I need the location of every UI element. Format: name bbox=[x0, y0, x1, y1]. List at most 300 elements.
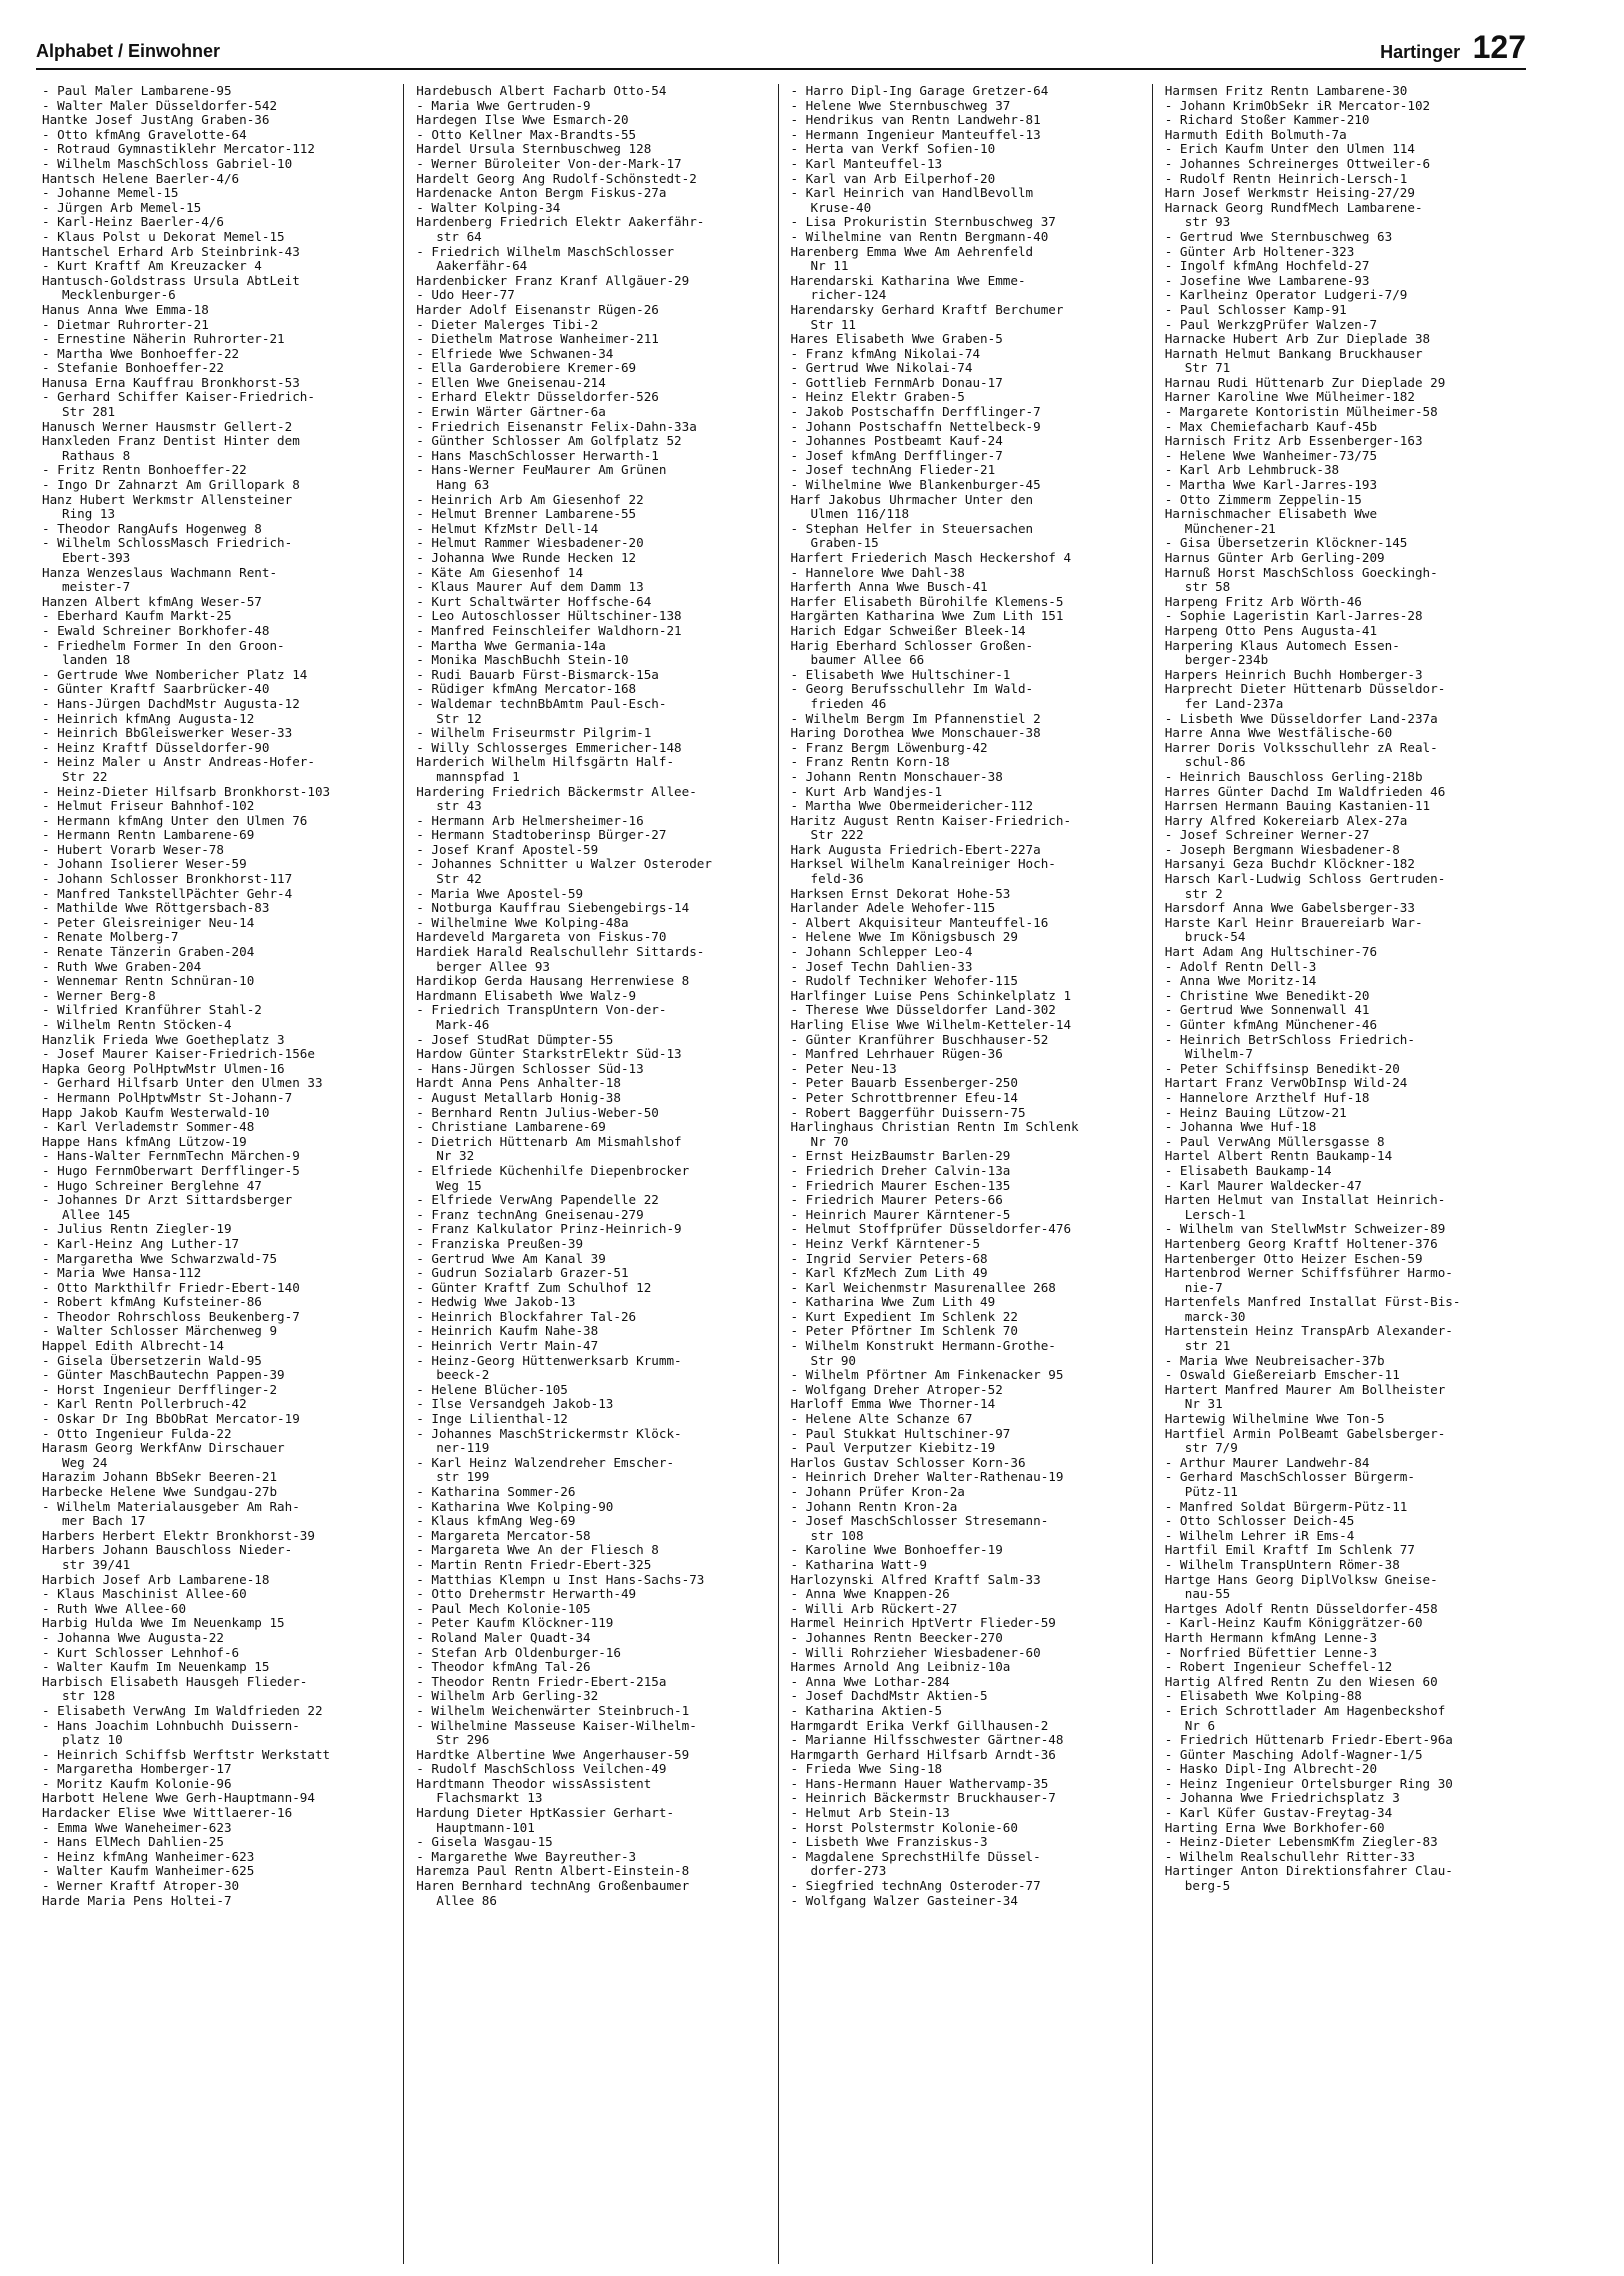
directory-entry: - Willi Arb Rückert-27 bbox=[790, 1601, 958, 1616]
directory-entry: - Sophie Lageristin Karl-Jarres-28 bbox=[1164, 609, 1423, 624]
directory-entry: Harth Hermann kfmAng Lenne-3 bbox=[1164, 1630, 1378, 1645]
directory-entry: - Arthur Maurer Landwehr-84 bbox=[1164, 1455, 1370, 1470]
directory-entry: Harste Karl Heinr Brauereiarb War- bbox=[1164, 915, 1423, 930]
directory-entry: - Katharina Sommer-26 bbox=[416, 1485, 576, 1499]
page-number: 127 bbox=[1472, 29, 1526, 65]
directory-entry: platz 10 bbox=[62, 1733, 123, 1748]
directory-entry: Hardelt Georg Ang Rudolf-Schönstedt-2 bbox=[416, 171, 697, 186]
directory-entry: - Ernst HeizBaumstr Barlen-29 bbox=[790, 1149, 1011, 1164]
directory-entry: Happe Hans kfmAng Lützow-19 bbox=[42, 1134, 247, 1149]
directory-entry: - Johann Rentn Kron-2a bbox=[790, 1499, 958, 1514]
directory-entry: - Wilhelm SchlossMasch Friedrich- bbox=[42, 536, 293, 551]
directory-entry: berg-5 bbox=[1184, 1879, 1231, 1894]
directory-entry: - Erwin Wärter Gärtner-6a bbox=[416, 405, 606, 420]
directory-entry: - Johannes Schnitter u Walzer Osteroder bbox=[416, 857, 712, 872]
directory-entry: Ulmen 116/118 bbox=[810, 507, 910, 522]
directory-entry: - Katharina Wwe Zum Lith 49 bbox=[790, 1295, 996, 1310]
directory-entry: Hardt Anna Pens Anhalter-18 bbox=[416, 1076, 621, 1091]
directory-entry: - Christiane Lambarene-69 bbox=[416, 1120, 606, 1135]
directory-entry: - Helene Wwe Sternbuschweg 37 bbox=[790, 98, 1011, 113]
directory-entry: Harde Maria Pens Holtei-7 bbox=[42, 1893, 232, 1908]
directory-entry: str 39/41 bbox=[62, 1557, 131, 1572]
directory-entry: - Friedrich Eisenanstr Felix-Dahn-33a bbox=[416, 419, 697, 434]
directory-entry: Hardow Günter StarkstrElektr Süd-13 bbox=[416, 1047, 682, 1062]
directory-entry: - Max Chemiefacharb Kauf-45b bbox=[1164, 419, 1378, 434]
directory-entry: meister-7 bbox=[62, 580, 131, 595]
directory-entry: - Johanne Memel-15 bbox=[42, 186, 179, 201]
directory-entry: - Heinz Elektr Graben-5 bbox=[790, 390, 965, 405]
directory-entry: - Horst Polstermstr Kolonie-60 bbox=[790, 1820, 1018, 1835]
directory-entry: - Lisbeth Wwe Düsseldorfer Land-237a bbox=[1164, 711, 1438, 726]
directory-entry: Harderich Wilhelm Hilfsgärtn Half- bbox=[416, 755, 675, 770]
directory-entry: Pütz-11 bbox=[1184, 1485, 1238, 1499]
directory-entry: - Johannes MaschStrickermstr Klöck- bbox=[416, 1426, 682, 1441]
directory-entry: - Werner Kraftf Atroper-30 bbox=[42, 1879, 240, 1894]
directory-entry: - Klaus Maschinist Allee-60 bbox=[42, 1587, 247, 1602]
directory-entry: Harbecke Helene Wwe Sundgau-27b bbox=[42, 1485, 278, 1499]
directory-entry: - Hermann PolHptwMstr St-Johann-7 bbox=[42, 1090, 293, 1105]
directory-entry: - Gerhard Schiffer Kaiser-Friedrich- bbox=[42, 390, 315, 405]
directory-entry: Str 71 bbox=[1184, 361, 1231, 376]
directory-entry: str 199 bbox=[436, 1470, 490, 1485]
directory-entry: - Günter kfmAng Münchener-46 bbox=[1164, 1018, 1378, 1032]
directory-entry: Hantsch Helene Baerler-4/6 bbox=[42, 171, 240, 186]
directory-entry: - Johannes Dr Arzt Sittardsberger bbox=[42, 1193, 293, 1208]
directory-entry: - Hermann Ingenieur Manteuffel-13 bbox=[790, 127, 1041, 142]
directory-entry: Harn Josef Werkmstr Heising-27/29 bbox=[1164, 186, 1415, 201]
directory-entry: - Wolfgang Walzer Gasteiner-34 bbox=[790, 1893, 1018, 1908]
directory-entry: - Manfred TankstellPächter Gehr-4 bbox=[42, 886, 293, 901]
directory-entry: Harig Eberhard Schlosser Großen- bbox=[790, 638, 1034, 653]
directory-entry: Weg 15 bbox=[436, 1178, 482, 1193]
directory-entry: Harpering Klaus Automech Essen- bbox=[1164, 638, 1400, 653]
directory-entry: - Margaretha Homberger-17 bbox=[42, 1762, 232, 1777]
directory-entry: - Otto Markthilfr Friedr-Ebert-140 bbox=[42, 1280, 300, 1295]
directory-entry: - Peter Pförtner Im Schlenk 70 bbox=[790, 1324, 1018, 1339]
directory-entry: - Heinrich Schiffsb Werftstr Werkstatt bbox=[42, 1747, 331, 1762]
directory-entry: Str 22 bbox=[62, 769, 108, 784]
directory-entry: - Hendrikus van Rentn Landwehr-81 bbox=[790, 113, 1041, 128]
directory-entry: - Anna Wwe Moritz-14 bbox=[1164, 974, 1317, 989]
directory-entry: Hartfiel Armin PolBeamt Gabelsberger- bbox=[1164, 1426, 1446, 1441]
directory-entry: - Heinrich Blockfahrer Tal-26 bbox=[416, 1309, 637, 1324]
directory-entry: - Karl Verlademstr Sommer-48 bbox=[42, 1120, 255, 1135]
directory-entry: Hardel Ursula Sternbuschweg 128 bbox=[416, 142, 652, 157]
directory-entry: - Katharina Wwe Kolping-90 bbox=[416, 1499, 614, 1514]
directory-entry: Hardenacke Anton Bergm Fiskus-27a bbox=[416, 186, 667, 201]
directory-entry: Harnuß Horst MaschSchloss Goeckingh- bbox=[1164, 565, 1438, 580]
directory-entry: - Franz Rentn Korn-18 bbox=[790, 755, 950, 770]
directory-entry: - Oskar Dr Ing BbObRat Mercator-19 bbox=[42, 1412, 300, 1427]
directory-entry: - Heinrich Dreher Walter-Rathenau-19 bbox=[790, 1470, 1064, 1485]
directory-entry: Harksen Ernst Dekorat Hohe-53 bbox=[790, 886, 1011, 901]
directory-entry: Hardung Dieter HptKassier Gerhart- bbox=[416, 1806, 675, 1821]
directory-entry: Hantschel Erhard Arb Steinbrink-43 bbox=[42, 244, 300, 259]
directory-entry: - Friedrich TranspUntern Von-der- bbox=[416, 1003, 667, 1018]
directory-entry: - Rudolf Rentn Heinrich-Lersch-1 bbox=[1164, 171, 1408, 186]
directory-entry: - Adolf Rentn Dell-3 bbox=[1164, 959, 1317, 974]
directory-entry: - Heinrich Bauschloss Gerling-218b bbox=[1164, 769, 1423, 784]
directory-entry: - Elfriede Wwe Schwanen-34 bbox=[416, 346, 614, 361]
directory-entry: - Martha Wwe Bonhoeffer-22 bbox=[42, 346, 240, 361]
directory-entry: - Oswald Gießereiarb Emscher-11 bbox=[1164, 1368, 1400, 1383]
directory-entry: Hares Elisabeth Wwe Graben-5 bbox=[790, 332, 1003, 347]
directory-entry: - Karl-Heinz Baerler-4/6 bbox=[42, 215, 224, 230]
directory-entry: - Helmut KfzMstr Dell-14 bbox=[416, 521, 599, 536]
directory-entry: baumer Allee 66 bbox=[810, 653, 925, 668]
directory-entry: - Ingrid Servier Peters-68 bbox=[790, 1251, 988, 1266]
directory-entry: str 128 bbox=[62, 1689, 116, 1704]
directory-entry: Allee 145 bbox=[62, 1207, 131, 1222]
directory-entry: - Theodor RangAufs Hogenweg 8 bbox=[42, 521, 262, 536]
directory-entry: - Katharina Aktien-5 bbox=[790, 1703, 943, 1718]
directory-entry: - Stefanie Bonhoeffer-22 bbox=[42, 361, 224, 376]
directory-entry: Harf Jakobus Uhrmacher Unter den bbox=[790, 492, 1034, 507]
directory-entry: Str 42 bbox=[436, 872, 482, 887]
directory-entry: - Heinrich Bäckermstr Bruckhauser-7 bbox=[790, 1791, 1056, 1806]
directory-entry: - Heinz kfmAng Wanheimer-623 bbox=[42, 1849, 255, 1864]
directory-entry: - Rüdiger kfmAng Mercator-168 bbox=[416, 682, 637, 697]
directory-entry: - Margareta Mercator-58 bbox=[416, 1528, 591, 1543]
directory-entry: Münchener-21 bbox=[1184, 521, 1276, 536]
directory-entry: Str 90 bbox=[810, 1353, 856, 1368]
directory-entry: - Gertrude Wwe Nombericher Platz 14 bbox=[42, 667, 308, 682]
directory-entry: mer Bach 17 bbox=[62, 1514, 146, 1529]
page-header-right bbox=[1380, 29, 1526, 66]
directory-entry: berger-234b bbox=[1184, 653, 1269, 668]
directory-entry: - Paul VerwAng Müllersgasse 8 bbox=[1164, 1134, 1385, 1149]
header-keyword: Hartinger bbox=[1380, 42, 1461, 62]
directory-entry: - Jürgen Arb Memel-15 bbox=[42, 200, 202, 215]
directory-entry: - Karl Maurer Waldecker-47 bbox=[1164, 1178, 1362, 1193]
directory-entry: - Karl KfzMech Zum Lith 49 bbox=[790, 1266, 988, 1281]
directory-entry: Ebert-393 bbox=[62, 551, 131, 565]
directory-entry: - Anna Wwe Lothar-284 bbox=[790, 1674, 950, 1689]
directory-entry: Hanz Hubert Werkmstr Allensteiner bbox=[42, 492, 293, 507]
directory-entry: str 21 bbox=[1184, 1339, 1231, 1354]
directory-entry: Haremza Paul Rentn Albert-Einstein-8 bbox=[416, 1864, 690, 1879]
directory-entry: Hartges Adolf Rentn Düsseldorfer-458 bbox=[1164, 1601, 1438, 1616]
directory-entry: - Karlheinz Operator Ludgeri-7/9 bbox=[1164, 288, 1408, 303]
directory-entry: Hardacker Elise Wwe Wittlaerer-16 bbox=[42, 1806, 293, 1821]
directory-entry: - Karl Rentn Pollerbruch-42 bbox=[42, 1397, 247, 1412]
directory-entry: - Wilhelm Arb Gerling-32 bbox=[416, 1689, 599, 1704]
directory-entry: Harnau Rudi Hüttenarb Zur Dieplade 29 bbox=[1164, 375, 1446, 390]
directory-entry: - Hannelore Arzthelf Huf-18 bbox=[1164, 1090, 1370, 1105]
directory-entry: - Frieda Wwe Sing-18 bbox=[790, 1762, 943, 1777]
directory-entry: Harfer Elisabeth Bürohilfe Klemens-5 bbox=[790, 594, 1064, 609]
directory-entry: - Franz Kalkulator Prinz-Heinrich-9 bbox=[416, 1222, 682, 1237]
directory-entry: - Otto Drehermstr Herwarth-49 bbox=[416, 1587, 637, 1602]
directory-entry: - Harro Dipl-Ing Garage Gretzer-64 bbox=[790, 84, 1049, 98]
directory-entry: - Josef Schreiner Werner-27 bbox=[1164, 828, 1370, 843]
directory-entry: - Elisabeth Wwe Kolping-88 bbox=[1164, 1689, 1362, 1704]
directory-entry: - Hermann Stadtoberinsp Bürger-27 bbox=[416, 828, 667, 843]
directory-entry: - Jakob Postschaffn Derfflinger-7 bbox=[790, 405, 1041, 420]
column-4 bbox=[1159, 84, 1526, 2264]
directory-entry: - Lisa Prokuristin Sternbuschweg 37 bbox=[790, 215, 1056, 230]
directory-entry: Harendarsky Gerhard Kraftf Berchumer bbox=[790, 302, 1064, 317]
directory-entry: - Karl Heinrich van HandlBevollm bbox=[790, 186, 1034, 201]
directory-entry: Harasm Georg WerkfAnw Dirschauer bbox=[42, 1441, 285, 1456]
directory-entry: - Johannes Schreinerges Ottweiler-6 bbox=[1164, 156, 1431, 171]
directory-entry: Harnath Helmut Bankang Bruckhauser bbox=[1164, 346, 1423, 361]
directory-entry: - Ernestine Näherin Ruhrorter-21 bbox=[42, 332, 285, 347]
directory-entry: Harich Edgar Schweißer Bleek-14 bbox=[790, 623, 1026, 638]
directory-entry: Hanzlik Frieda Wwe Goetheplatz 3 bbox=[42, 1032, 285, 1047]
directory-entry: Kruse-40 bbox=[810, 200, 872, 215]
directory-entry: Hartert Manfred Maurer Am Bollheister bbox=[1164, 1382, 1446, 1397]
directory-entry: - Robert kfmAng Kufsteiner-86 bbox=[42, 1295, 262, 1310]
directory-entry: - Manfred Soldat Bürgerm-Pütz-11 bbox=[1164, 1499, 1408, 1514]
directory-entry: - Franziska Preußen-39 bbox=[416, 1236, 584, 1251]
directory-entry: Harnischmacher Elisabeth Wwe bbox=[1164, 507, 1378, 522]
directory-entry: Str 281 bbox=[62, 405, 116, 420]
section-title: Alphabet / Einwohner bbox=[36, 41, 221, 61]
directory-entry: Hapka Georg PolHptwMstr Ulmen-16 bbox=[42, 1061, 285, 1076]
directory-entry: - Josef Kranf Apostel-59 bbox=[416, 842, 599, 857]
directory-entry: - Peter Neu-13 bbox=[790, 1061, 897, 1076]
directory-entry: mannspfad 1 bbox=[436, 769, 520, 784]
directory-entry: - Johann Rentn Monschauer-38 bbox=[790, 769, 1003, 784]
directory-entry: - Wilhelm Lehrer iR Ems-4 bbox=[1164, 1528, 1355, 1543]
directory-entry: - Friedrich Maurer Eschen-135 bbox=[790, 1178, 1011, 1193]
directory-entry: Hanxleden Franz Dentist Hinter dem bbox=[42, 434, 300, 449]
directory-entry: Harmes Arnold Ang Leibniz-10a bbox=[790, 1660, 1011, 1675]
directory-entry: - Peter Bauarb Essenberger-250 bbox=[790, 1076, 1018, 1091]
directory-entry: Hantke Josef JustAng Graben-36 bbox=[42, 113, 270, 128]
directory-entry: - Hermann Arb Helmersheimer-16 bbox=[416, 813, 644, 828]
directory-entry: - Klaus Polst u Dekorat Memel-15 bbox=[42, 229, 285, 244]
directory-entry: - Hasko Dipl-Ing Albrecht-20 bbox=[1164, 1762, 1378, 1777]
directory-entry: - Wilhelmine Masseuse Kaiser-Wilhelm- bbox=[416, 1718, 697, 1733]
directory-entry: Hang 63 bbox=[436, 478, 490, 493]
directory-entry: - Hannelore Wwe Dahl-38 bbox=[790, 565, 965, 580]
directory-entry: - Elisabeth Wwe Hultschiner-1 bbox=[790, 667, 1011, 682]
directory-entry: - Johann Prüfer Kron-2a bbox=[790, 1485, 965, 1499]
directory-entry: - Maria Wwe Apostel-59 bbox=[416, 886, 584, 901]
directory-entry: - Rotraud Gymnastiklehr Mercator-112 bbox=[42, 142, 315, 157]
directory-entry: - Dietmar Ruhrorter-21 bbox=[42, 317, 209, 332]
directory-entry: - Waldemar technBbAmtm Paul-Esch- bbox=[416, 696, 667, 711]
directory-entry: - Helmut Arb Stein-13 bbox=[790, 1806, 950, 1821]
directory-entry: fer Land-237a bbox=[1184, 696, 1284, 711]
directory-entry: richer-124 bbox=[810, 288, 887, 303]
directory-entry: - Hans-Walter FernmTechn Märchen-9 bbox=[42, 1149, 300, 1164]
directory-entry: beeck-2 bbox=[436, 1368, 490, 1383]
directory-entry: - Rudolf MaschSchloss Veilchen-49 bbox=[416, 1762, 667, 1777]
directory-entry: - Georg Berufsschullehr Im Wald- bbox=[790, 682, 1034, 697]
directory-entry: Harferth Anna Wwe Busch-41 bbox=[790, 580, 988, 595]
directory-entry: - Maria Wwe Gertruden-9 bbox=[416, 98, 591, 113]
directory-entry: Hark Augusta Friedrich-Ebert-227a bbox=[790, 842, 1041, 857]
directory-entry: - Inge Lilienthal-12 bbox=[416, 1412, 568, 1427]
directory-entry: Happel Edith Albrecht-14 bbox=[42, 1339, 224, 1354]
directory-entry: Wilhelm-7 bbox=[1184, 1047, 1253, 1062]
directory-entry: - Horst Ingenieur Derfflinger-2 bbox=[42, 1382, 278, 1397]
directory-entry: - Friedrich Wilhelm MaschSchlosser bbox=[416, 244, 675, 259]
directory-entry: - Gisela Übersetzerin Wald-95 bbox=[42, 1353, 262, 1368]
directory-entry: Graben-15 bbox=[810, 536, 879, 551]
directory-entry: - Johann Schlosser Bronkhorst-117 bbox=[42, 872, 293, 887]
directory-entry: Harlfinger Luise Pens Schinkelplatz 1 bbox=[790, 988, 1072, 1003]
directory-entry: Hauptmann-101 bbox=[436, 1820, 535, 1835]
directory-entry: - Wilhelm Weichenwärter Steinbruch-1 bbox=[416, 1703, 690, 1718]
directory-entry: - Ellen Wwe Gneisenau-214 bbox=[416, 375, 606, 390]
directory-entry: - Heinz Ingenieur Ortelsburger Ring 30 bbox=[1164, 1776, 1453, 1791]
directory-entry: - Margarethe Wwe Bayreuther-3 bbox=[416, 1849, 637, 1864]
directory-entry: - Franz Bergm Löwenburg-42 bbox=[790, 740, 988, 755]
directory-entry: - Otto Schlosser Deich-45 bbox=[1164, 1514, 1355, 1529]
directory-entry: Nr 11 bbox=[810, 259, 849, 274]
directory-entry: Hartenberg Georg Kraftf Holtener-376 bbox=[1164, 1236, 1438, 1251]
directory-entry: Harling Elise Wwe Wilhelm-Ketteler-14 bbox=[790, 1018, 1072, 1032]
directory-entry: - Hans MaschSchlosser Herwarth-1 bbox=[416, 448, 659, 463]
directory-entry: - Robert Ingenieur Scheffel-12 bbox=[1164, 1660, 1393, 1675]
directory-entry: - Erich Kaufm Unter den Ulmen 114 bbox=[1164, 142, 1415, 157]
directory-entry: Str 11 bbox=[810, 317, 856, 332]
directory-entry: Happ Jakob Kaufm Westerwald-10 bbox=[42, 1105, 270, 1120]
directory-entry: - Hans-Werner FeuMaurer Am Grünen bbox=[416, 463, 667, 478]
directory-entry: Hardegen Ilse Wwe Esmarch-20 bbox=[416, 113, 629, 128]
directory-entry: - Kurt Schlosser Lehnhof-6 bbox=[42, 1645, 240, 1660]
directory-entry: Harlozynski Alfred Kraftf Salm-33 bbox=[790, 1572, 1041, 1587]
directory-entry: Harlinghaus Christian Rentn Im Schlenk bbox=[790, 1120, 1079, 1135]
directory-entry: - Heinrich Arb Am Giesenhof 22 bbox=[416, 492, 644, 507]
directory-entry: Hardenbicker Franz Kranf Allgäuer-29 bbox=[416, 273, 690, 288]
directory-entry: - Rudi Bauarb Fürst-Bismarck-15a bbox=[416, 667, 659, 682]
directory-entry: - Anna Wwe Knappen-26 bbox=[790, 1587, 950, 1602]
directory-entry: - Johannes Postbeamt Kauf-24 bbox=[790, 434, 1003, 449]
directory-entry: - Johann KrimObSekr iR Mercator-102 bbox=[1164, 98, 1431, 113]
directory-entry: - Peter Schrottbrenner Efeu-14 bbox=[790, 1090, 1018, 1105]
directory-entry: - Albert Akquisiteur Manteuffel-16 bbox=[790, 915, 1049, 930]
directory-entry: - Wilhelm TranspUntern Römer-38 bbox=[1164, 1557, 1400, 1572]
directory-entry: - Josef technAng Flieder-21 bbox=[790, 463, 996, 478]
directory-entry: - Josef StudRat Dümpter-55 bbox=[416, 1032, 614, 1047]
directory-entry: Harpeng Otto Pens Augusta-41 bbox=[1164, 623, 1378, 638]
directory-entry: - Hans-Jürgen Schlosser Süd-13 bbox=[416, 1061, 644, 1076]
directory-entry: - Karl Heinz Walzendreher Emscher- bbox=[416, 1455, 675, 1470]
directory-entry: - Johanna Wwe Friedrichsplatz 3 bbox=[1164, 1791, 1400, 1806]
directory-entry: Harmel Heinrich HptVertr Flieder-59 bbox=[790, 1616, 1056, 1631]
directory-entry: - Walter Kolping-34 bbox=[416, 200, 561, 215]
directory-entry: - Martha Wwe Germania-14a bbox=[416, 638, 606, 653]
directory-entry: - Paul Verputzer Kiebitz-19 bbox=[790, 1441, 996, 1456]
directory-entry: nie-7 bbox=[1184, 1280, 1223, 1295]
directory-entry: Hardmann Elisabeth Wwe Walz-9 bbox=[416, 988, 637, 1003]
directory-entry: - Wilhelm Realschullehr Ritter-33 bbox=[1164, 1849, 1415, 1864]
directory-entry: - Heinz Maler u Anstr Andreas-Hofer- bbox=[42, 755, 315, 770]
directory-entry: - Kurt Kraftf Am Kreuzacker 4 bbox=[42, 259, 262, 274]
directory-entry: - Margaretha Wwe Schwarzwald-75 bbox=[42, 1251, 278, 1266]
directory-entry: - Therese Wwe Düsseldorfer Land-302 bbox=[790, 1003, 1056, 1018]
directory-entry: - Emma Wwe Waneheimer-623 bbox=[42, 1820, 232, 1835]
directory-entry: - Elisabeth VerwAng Im Waldfrieden 22 bbox=[42, 1703, 323, 1718]
directory-entry: - Helene Wwe Wanheimer-73/75 bbox=[1164, 448, 1378, 463]
directory-entry: - Werner Büroleiter Von-der-Mark-17 bbox=[416, 156, 682, 171]
directory-entry: - Walter Schlosser Märchenweg 9 bbox=[42, 1324, 278, 1339]
directory-entry: - Theodor Rohrschloss Beukenberg-7 bbox=[42, 1309, 300, 1324]
directory-entry: - Helmut Stoffprüfer Düsseldorfer-476 bbox=[790, 1222, 1072, 1237]
directory-entry: - Karl-Heinz Kaufm Königgrätzer-60 bbox=[1164, 1616, 1423, 1631]
directory-entry: Harrsen Hermann Bauing Kastanien-11 bbox=[1164, 799, 1431, 814]
directory-entry: - Dieter Malerges Tibi-2 bbox=[416, 317, 599, 332]
directory-entry: - Manfred Feinschleifer Waldhorn-21 bbox=[416, 623, 682, 638]
directory-entry: - Gisa Übersetzerin Klöckner-145 bbox=[1164, 536, 1408, 551]
directory-entry: - Johann Postschaffn Nettelbeck-9 bbox=[790, 419, 1041, 434]
page-header bbox=[36, 28, 1526, 70]
directory-entry: Harenberg Emma Wwe Am Aehrenfeld bbox=[790, 244, 1034, 259]
directory-entry: - Heinz-Dieter LebensmKfm Ziegler-83 bbox=[1164, 1835, 1438, 1850]
directory-entry: - Rudolf Techniker Wehofer-115 bbox=[790, 974, 1018, 989]
directory-entry: - Julius Rentn Ziegler-19 bbox=[42, 1222, 232, 1237]
directory-entry: - Udo Heer-77 bbox=[416, 288, 515, 303]
directory-entry: - Paul Schlosser Kamp-91 bbox=[1164, 302, 1347, 317]
directory-entry: - Franz technAng Gneisenau-279 bbox=[416, 1207, 644, 1222]
directory-entry: - Margareta Wwe An der Fliesch 8 bbox=[416, 1543, 659, 1558]
directory-entry: - Helene Blücher-105 bbox=[416, 1382, 568, 1397]
directory-entry: Hartenberger Otto Heizer Eschen-59 bbox=[1164, 1251, 1423, 1266]
directory-entry: Harendarski Katharina Wwe Emme- bbox=[790, 273, 1026, 288]
directory-entry: - Karl Weichenmstr Masurenallee 268 bbox=[790, 1280, 1056, 1295]
directory-entry: - Johannes Rentn Beecker-270 bbox=[790, 1630, 1003, 1645]
directory-entry: - Wilhelm Rentn Stöcken-4 bbox=[42, 1018, 232, 1032]
directory-entry: - Walter Maler Düsseldorfer-542 bbox=[42, 98, 278, 113]
directory-entry: - Josef Maurer Kaiser-Friedrich-156e bbox=[42, 1047, 315, 1062]
directory-entry: - Günter Kraftf Zum Schulhof 12 bbox=[416, 1280, 652, 1295]
directory-entry: - Willy Schlosserges Emmericher-148 bbox=[416, 740, 682, 755]
directory-entry: - Gudrun Sozialarb Grazer-51 bbox=[416, 1266, 629, 1281]
directory-entry: - Richard Stoßer Kammer-210 bbox=[1164, 113, 1370, 128]
directory-entry: Allee 86 bbox=[436, 1893, 497, 1908]
directory-entry: - Friedhelm Former In den Groon- bbox=[42, 638, 285, 653]
directory-entry: - Günter Kraftf Saarbrücker-40 bbox=[42, 682, 270, 697]
directory-entry: - Friedrich Hüttenarb Friedr-Ebert-96a bbox=[1164, 1733, 1453, 1748]
directory-entry: - Hans Joachim Lohnbuchh Duissern- bbox=[42, 1718, 300, 1733]
directory-entry: - Heinz Verkf Kärntener-5 bbox=[790, 1236, 981, 1251]
directory-entry: - Johann Isolierer Weser-59 bbox=[42, 857, 247, 872]
directory-entry: Harfert Friederich Masch Heckershof 4 bbox=[790, 551, 1072, 565]
directory-entry: Hardtke Albertine Wwe Angerhauser-59 bbox=[416, 1747, 690, 1762]
directory-entry: - Mathilde Wwe Röttgersbach-83 bbox=[42, 901, 270, 916]
directory-entry: - Günter Masching Adolf-Wagner-1/5 bbox=[1164, 1747, 1423, 1762]
directory-entry: - Gisela Wasgau-15 bbox=[416, 1835, 553, 1850]
directory-entry: Haritz August Rentn Kaiser-Friedrich- bbox=[790, 813, 1072, 828]
directory-entry: - Otto Ingenieur Fulda-22 bbox=[42, 1426, 232, 1441]
directory-entry: Hartenstein Heinz TranspArb Alexander- bbox=[1164, 1324, 1453, 1339]
directory-entry: Hardebusch Albert Facharb Otto-54 bbox=[416, 84, 667, 98]
directory-entry: - Günther Schlosser Am Golfplatz 52 bbox=[416, 434, 682, 449]
directory-entry: ner-119 bbox=[436, 1441, 490, 1456]
directory-entry: - Wilhelm Friseurmstr Pilgrim-1 bbox=[416, 726, 652, 741]
directory-entry: - Klaus kfmAng Weg-69 bbox=[416, 1514, 576, 1529]
directory-entry: Hanza Wenzeslaus Wachmann Rent- bbox=[42, 565, 278, 580]
directory-entry: - Notburga Kauffrau Siebengebirgs-14 bbox=[416, 901, 690, 916]
directory-entry: - Wennemar Rentn Schnüran-10 bbox=[42, 974, 255, 989]
directory-entry: Hartel Albert Rentn Baukamp-14 bbox=[1164, 1149, 1393, 1164]
directory-entry: Harnus Günter Arb Gerling-209 bbox=[1164, 551, 1385, 565]
directory-entry: - Martha Wwe Karl-Jarres-193 bbox=[1164, 478, 1378, 493]
directory-entry: - Kurt Expedient Im Schlenk 22 bbox=[790, 1309, 1018, 1324]
directory-entry: Nr 31 bbox=[1184, 1397, 1223, 1412]
directory-entry: - Johann Schlepper Leo-4 bbox=[790, 945, 973, 960]
directory-entry: Harmsen Fritz Rentn Lambarene-30 bbox=[1164, 84, 1408, 98]
directory-entry: - Heinz-Georg Hüttenwerksarb Krumm- bbox=[416, 1353, 682, 1368]
directory-entry: - Karl Küfer Gustav-Freytag-34 bbox=[1164, 1806, 1393, 1821]
directory-entry: - Stephan Helfer in Steuersachen bbox=[790, 521, 1034, 536]
directory-entry: - Wolfgang Dreher Atroper-52 bbox=[790, 1382, 1003, 1397]
